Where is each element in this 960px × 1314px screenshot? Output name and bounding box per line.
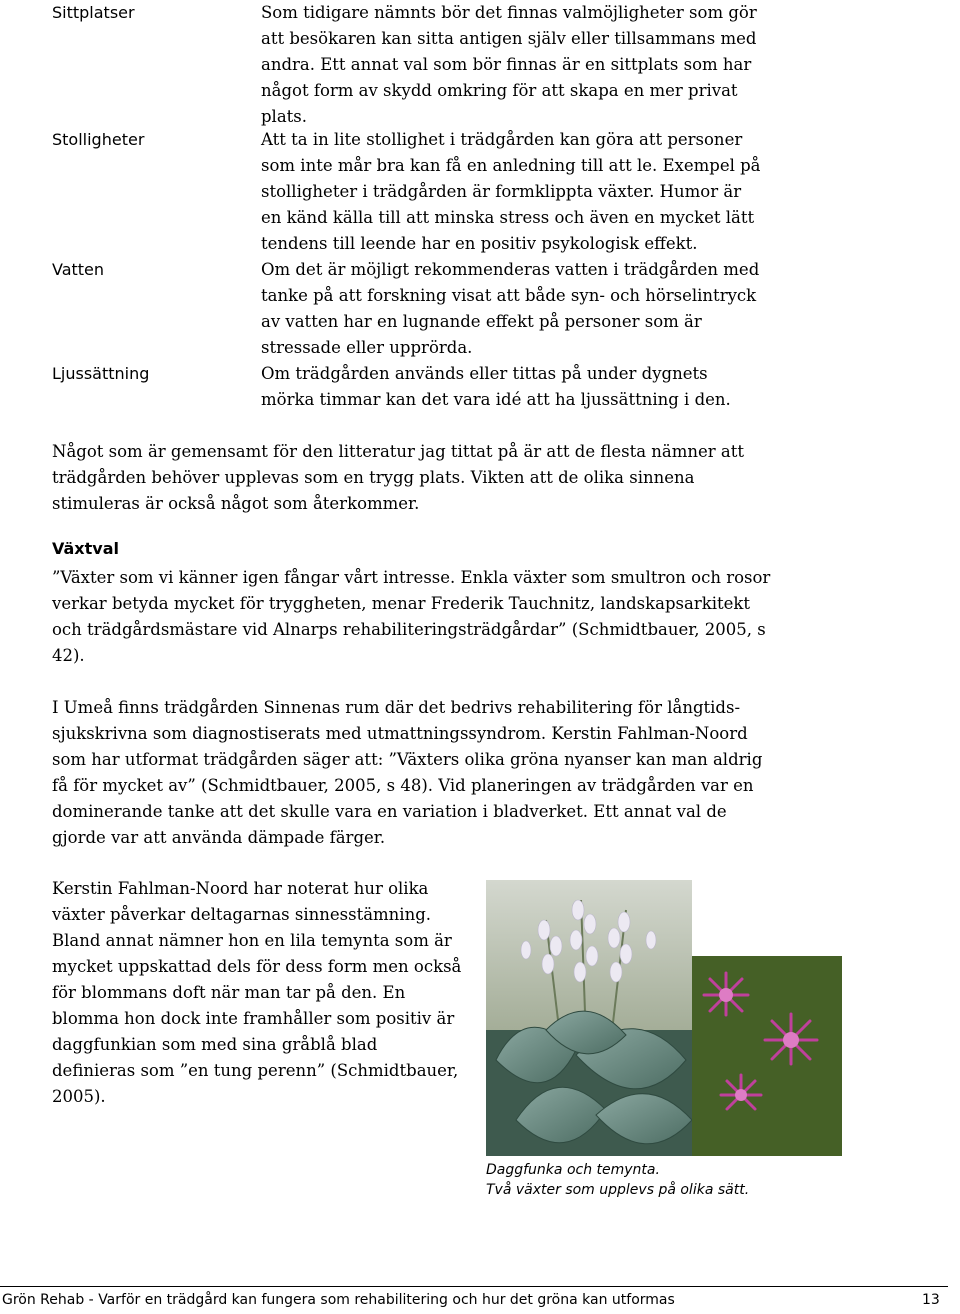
term-description: Om trädgården används eller tittas på under dygnets mörka timmar kan det vara idé att ha ljussättning i den. — [261, 364, 731, 409]
term-description: Om det är möjligt rekommenderas vatten i trädgården med tanke på att forskning visat att både syn- och hörselintryck av vatten har en lugnande effekt på personer som är stressade eller upprörda. — [261, 260, 760, 357]
hosta-photo — [486, 880, 692, 1156]
footer-title: Grön Rehab - Varför en trädgård kan fungera som rehabilitering och hur det gröna kan utformas — [2, 1292, 675, 1308]
term-label: Sittplatser — [52, 3, 135, 22]
plant-photo — [486, 880, 842, 1156]
term-label: Vatten — [52, 260, 105, 279]
caption-line: Daggfunka och temynta. — [486, 1162, 660, 1178]
quote-paragraph: ”Växter som vi känner igen fångar vårt intresse. Enkla växter som smultron och rosor verkar betyda mycket för tryggheten, menar Frederik Tauchnitz, landskapsarkitekt och trädgårdsmästare vid Alnarps rehabiliteringsträdgårdar” (Schmidtbauer, 2005, s 42). — [52, 568, 771, 665]
term-description: Att ta in lite stollighet i trädgården kan göra att personer som inte mår bra kan få en anledning till att le. Exempel på stolligheter i trädgården är formklippta växter. Humor är en känd källa till att minska stress och även en mycket lätt tendens till leende har en positiv psykologisk effekt. — [261, 130, 761, 253]
term-label: Ljussättning — [52, 364, 150, 383]
summary-paragraph: Något som är gemensamt för den litteratur jag tittat på är att de flesta nämner att trädgården behöver upplevas som en trygg plats. Vikten att de olika sinnena stimuleras är också något som återkommer. — [52, 442, 745, 513]
footer-divider — [0, 1286, 948, 1287]
term-description: Som tidigare nämnts bör det finnas valmöjligheter som gör att besökaren kan sitta antigen själv eller tillsammans med andra. Ett annat val som bör finnas är en sittplats som har något form av skydd omkring för att skapa en mer privat plats. — [261, 3, 757, 126]
bee-balm-photo — [692, 956, 842, 1156]
figure-caption — [486, 1160, 749, 1200]
sinnenas-rum-paragraph: I Umeå finns trädgården Sinnenas rum där det bedrivs rehabilitering för långtids-sjukskrivna som diagnostiserats med utmattningssyndrom. Kerstin Fahlman-Noord som har utformat trädgården säger att: ”Växters olika gröna nyanser kan man aldrig få för mycket av” (Schmidtbauer, 2005, s 48). Vid planeringen av trädgården var en dominerande tanke att det skulle vara en variation i bladverket. Ett annat val de gjorde var att använda dämpade färger. — [52, 698, 763, 847]
caption-line: Två växter som upplevs på olika sätt. — [486, 1182, 750, 1198]
term-label: Stolligheter — [52, 130, 145, 149]
section-heading: Växtval — [52, 539, 119, 558]
page-number: 13 — [922, 1292, 940, 1308]
plant-mood-paragraph: Kerstin Fahlman-Noord har noterat hur olika växter påverkar deltagarnas sinnesstämning. Bland annat nämner hon en lila temynta som är mycket uppskattad dels för dess form men också för blommans doft när man tar på den. En blomma hon dock inte framhåller som positiv är daggfunkian som med sina gråblå blad definieras som ”en tung perenn” (Schmidtbauer, 2005). — [52, 879, 462, 1106]
